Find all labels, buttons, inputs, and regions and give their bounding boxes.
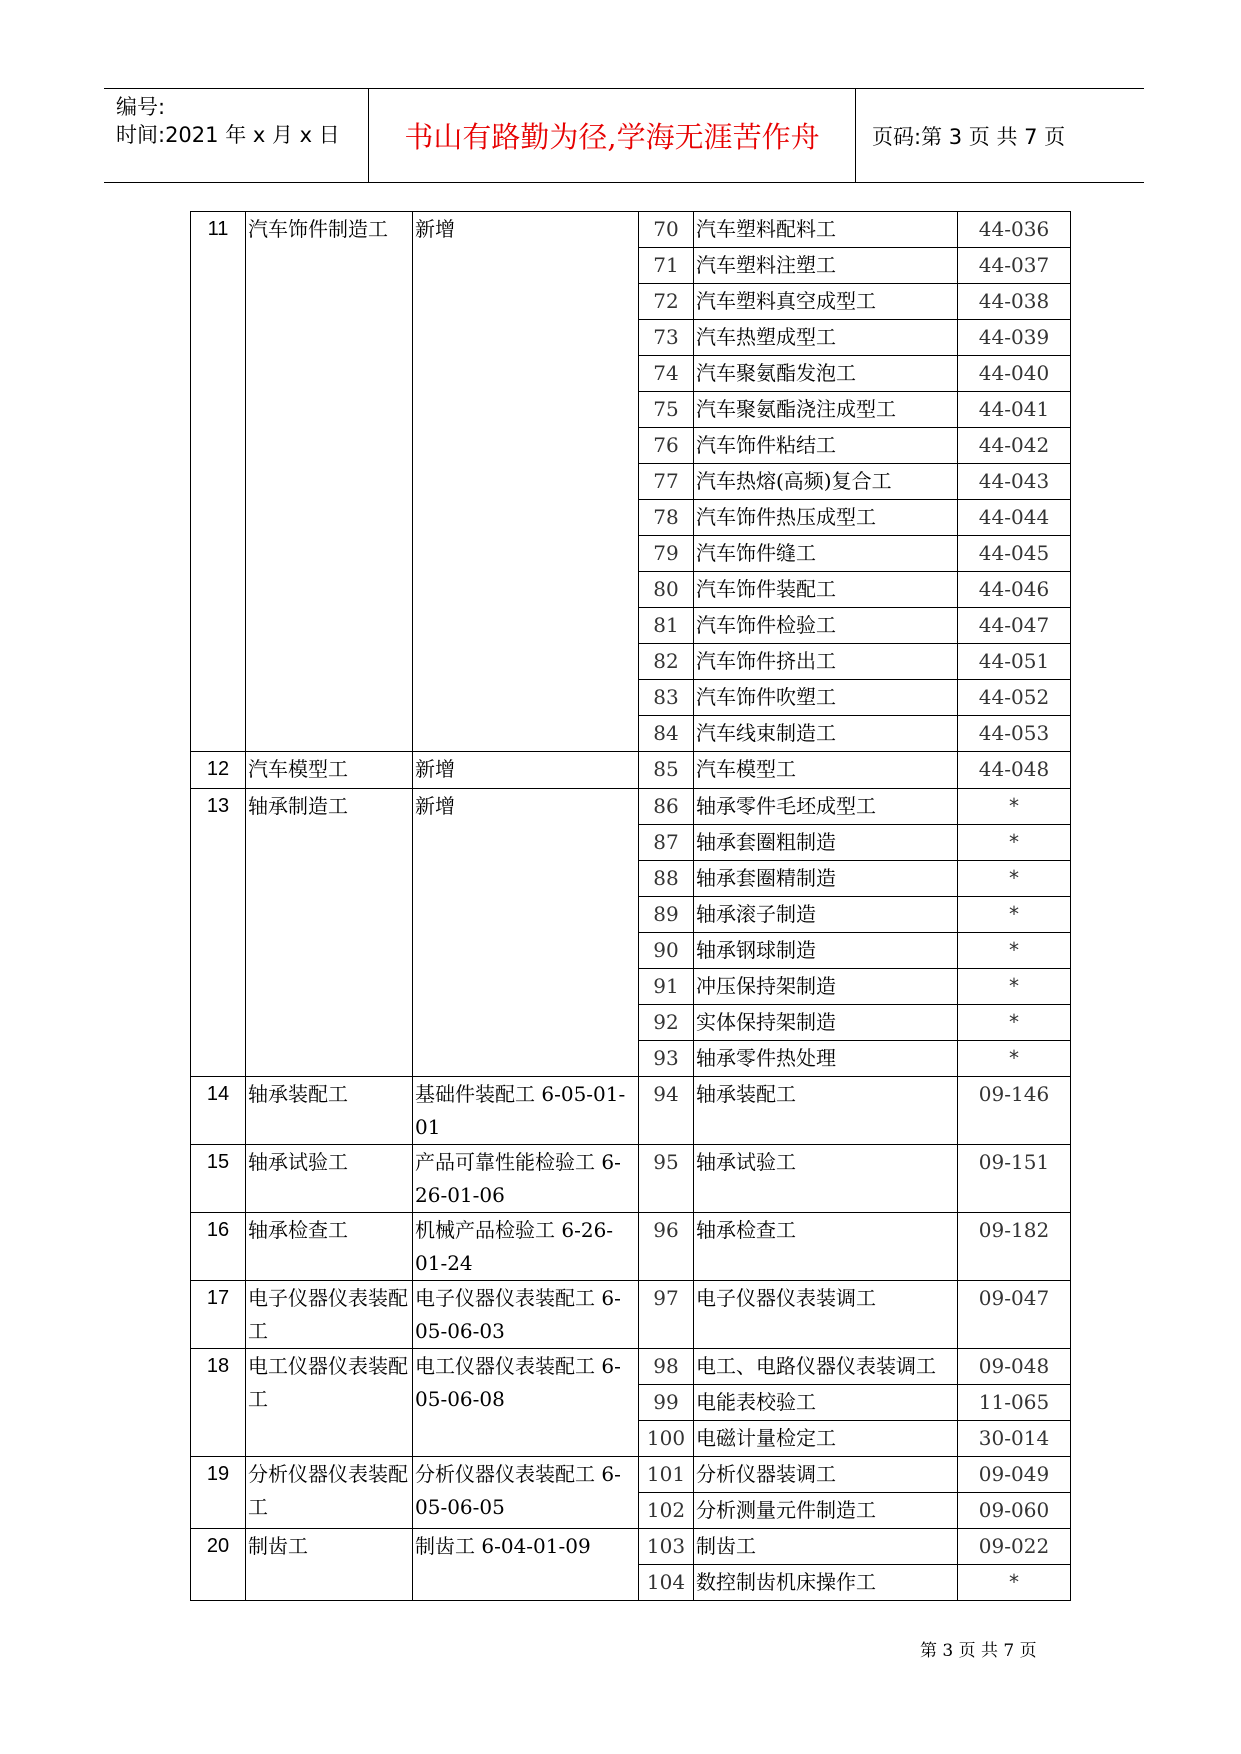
item-number: 92: [639, 1005, 694, 1041]
item-number: 79: [639, 536, 694, 572]
item-code: 44-052: [958, 680, 1071, 716]
item-name: 数控制齿机床操作工: [694, 1565, 958, 1601]
item-name: 汽车聚氨酯浇注成型工: [694, 392, 958, 428]
group-old-occupation: 新增: [413, 752, 639, 789]
item-number: 95: [639, 1145, 694, 1213]
group-index: 19: [191, 1457, 246, 1529]
item-code: *: [958, 861, 1071, 897]
table-row: [191, 1349, 1071, 1385]
item-code: 44-038: [958, 284, 1071, 320]
group-name: 轴承装配工: [246, 1077, 413, 1145]
item-number: 100: [639, 1421, 694, 1457]
table-row: [191, 1281, 1071, 1349]
item-code: 44-051: [958, 644, 1071, 680]
group-index: 20: [191, 1529, 246, 1601]
item-number: 87: [639, 825, 694, 861]
item-code: *: [958, 897, 1071, 933]
item-name: 轴承检查工: [694, 1213, 958, 1281]
table-row: [191, 212, 1071, 248]
table-row: [191, 789, 1071, 825]
item-number: 75: [639, 392, 694, 428]
group-name: 轴承试验工: [246, 1145, 413, 1213]
item-number: 84: [639, 716, 694, 752]
item-number: 104: [639, 1565, 694, 1601]
group-index: 14: [191, 1077, 246, 1145]
item-number: 98: [639, 1349, 694, 1385]
group-old-occupation: 新增: [413, 212, 639, 752]
table-row: [191, 1529, 1071, 1565]
serial-label: 编号:: [116, 95, 166, 119]
group-name: 电子仪器仪表装配工: [246, 1281, 413, 1349]
item-name: 汽车塑料注塑工: [694, 248, 958, 284]
group-old-occupation: 电子仪器仪表装配工 6-05-06-03: [413, 1281, 639, 1349]
item-name: 汽车热塑成型工: [694, 320, 958, 356]
item-code: 30-014: [958, 1421, 1071, 1457]
item-number: 88: [639, 861, 694, 897]
item-name: 轴承零件毛坯成型工: [694, 789, 958, 825]
item-number: 86: [639, 789, 694, 825]
item-code: 11-065: [958, 1385, 1071, 1421]
item-code: *: [958, 789, 1071, 825]
item-number: 101: [639, 1457, 694, 1493]
item-number: 93: [639, 1041, 694, 1077]
item-name: 电子仪器仪表装调工: [694, 1281, 958, 1349]
item-code: 44-047: [958, 608, 1071, 644]
item-number: 102: [639, 1493, 694, 1529]
table-row: [191, 1457, 1071, 1493]
item-number: 85: [639, 752, 694, 789]
item-number: 94: [639, 1077, 694, 1145]
table-row: [191, 1145, 1071, 1213]
item-number: 73: [639, 320, 694, 356]
item-code: 44-044: [958, 500, 1071, 536]
group-old-occupation: 制齿工 6-04-01-09: [413, 1529, 639, 1601]
item-number: 81: [639, 608, 694, 644]
item-number: 103: [639, 1529, 694, 1565]
item-code: 44-053: [958, 716, 1071, 752]
item-code: 09-022: [958, 1529, 1071, 1565]
item-number: 83: [639, 680, 694, 716]
item-name: 汽车饰件粘结工: [694, 428, 958, 464]
table-row: [191, 1213, 1071, 1281]
item-number: 74: [639, 356, 694, 392]
item-name: 电能表校验工: [694, 1385, 958, 1421]
item-code: *: [958, 1565, 1071, 1601]
group-name: 分析仪器仪表装配工: [246, 1457, 413, 1529]
item-number: 78: [639, 500, 694, 536]
item-number: 89: [639, 897, 694, 933]
group-old-occupation: 分析仪器仪表装配工 6-05-06-05: [413, 1457, 639, 1529]
item-code: *: [958, 933, 1071, 969]
occupation-table: [190, 211, 1071, 1601]
item-name: 汽车模型工: [694, 752, 958, 789]
item-name: 汽车饰件挤出工: [694, 644, 958, 680]
group-old-occupation: 基础件装配工 6-05-01-01: [413, 1077, 639, 1145]
group-name: 制齿工: [246, 1529, 413, 1601]
item-number: 97: [639, 1281, 694, 1349]
item-name: 轴承零件热处理: [694, 1041, 958, 1077]
item-name: 汽车热熔(高频)复合工: [694, 464, 958, 500]
item-code: 44-043: [958, 464, 1071, 500]
item-code: *: [958, 969, 1071, 1005]
group-name: 轴承检查工: [246, 1213, 413, 1281]
page-footer: 第 3 页 共 7 页: [920, 1641, 1037, 1661]
item-name: 轴承滚子制造: [694, 897, 958, 933]
item-number: 90: [639, 933, 694, 969]
item-name: 汽车线束制造工: [694, 716, 958, 752]
item-number: 91: [639, 969, 694, 1005]
table-row: [191, 1077, 1071, 1145]
item-code: *: [958, 825, 1071, 861]
item-code: 44-039: [958, 320, 1071, 356]
item-code: 09-151: [958, 1145, 1071, 1213]
item-code: 44-042: [958, 428, 1071, 464]
item-number: 76: [639, 428, 694, 464]
group-index: 13: [191, 789, 246, 1077]
item-code: 09-048: [958, 1349, 1071, 1385]
item-name: 轴承钢球制造: [694, 933, 958, 969]
group-name: 电工仪器仪表装配工: [246, 1349, 413, 1457]
item-name: 汽车塑料配料工: [694, 212, 958, 248]
item-name: 汽车饰件装配工: [694, 572, 958, 608]
item-name: 分析测量元件制造工: [694, 1493, 958, 1529]
item-name: 轴承套圈精制造: [694, 861, 958, 897]
item-code: *: [958, 1041, 1071, 1077]
item-name: 轴承装配工: [694, 1077, 958, 1145]
item-code: 09-047: [958, 1281, 1071, 1349]
item-name: 冲压保持架制造: [694, 969, 958, 1005]
item-name: 汽车饰件热压成型工: [694, 500, 958, 536]
group-index: 11: [191, 212, 246, 752]
item-code: 09-060: [958, 1493, 1071, 1529]
item-name: 汽车饰件吹塑工: [694, 680, 958, 716]
item-name: 汽车饰件缝工: [694, 536, 958, 572]
item-code: 09-182: [958, 1213, 1071, 1281]
group-index: 15: [191, 1145, 246, 1213]
item-number: 77: [639, 464, 694, 500]
motto: 书山有路勤为径,学海无涯苦作舟: [368, 89, 856, 182]
item-name: 汽车塑料真空成型工: [694, 284, 958, 320]
item-code: 44-041: [958, 392, 1071, 428]
item-code: 44-040: [958, 356, 1071, 392]
item-number: 96: [639, 1213, 694, 1281]
group-name: 汽车模型工: [246, 752, 413, 789]
item-number: 70: [639, 212, 694, 248]
group-name: 轴承制造工: [246, 789, 413, 1077]
item-code: 09-049: [958, 1457, 1071, 1493]
group-old-occupation: 机械产品检验工 6-26-01-24: [413, 1213, 639, 1281]
item-code: 44-048: [958, 752, 1071, 789]
item-number: 72: [639, 284, 694, 320]
item-number: 80: [639, 572, 694, 608]
item-name: 汽车饰件检验工: [694, 608, 958, 644]
group-index: 12: [191, 752, 246, 789]
item-name: 分析仪器装调工: [694, 1457, 958, 1493]
header-left: [116, 93, 340, 149]
group-old-occupation: 新增: [413, 789, 639, 1077]
item-name: 汽车聚氨酯发泡工: [694, 356, 958, 392]
item-code: 09-146: [958, 1077, 1071, 1145]
group-index: 17: [191, 1281, 246, 1349]
item-number: 71: [639, 248, 694, 284]
item-name: 实体保持架制造: [694, 1005, 958, 1041]
header-page-info: 页码:第 3 页 共 7 页: [872, 124, 1066, 149]
group-old-occupation: 电工仪器仪表装配工 6-05-06-08: [413, 1349, 639, 1457]
item-code: 44-036: [958, 212, 1071, 248]
table-row: [191, 752, 1071, 789]
group-index: 18: [191, 1349, 246, 1457]
item-code: *: [958, 1005, 1071, 1041]
item-code: 44-045: [958, 536, 1071, 572]
item-code: 44-037: [958, 248, 1071, 284]
page-header: [104, 88, 1144, 183]
item-name: 电磁计量检定工: [694, 1421, 958, 1457]
group-index: 16: [191, 1213, 246, 1281]
item-number: 82: [639, 644, 694, 680]
item-code: 44-046: [958, 572, 1071, 608]
group-old-occupation: 产品可靠性能检验工 6-26-01-06: [413, 1145, 639, 1213]
time-label: 时间:2021 年 x 月 x 日: [116, 123, 340, 147]
item-name: 轴承套圈粗制造: [694, 825, 958, 861]
group-name: 汽车饰件制造工: [246, 212, 413, 752]
item-number: 99: [639, 1385, 694, 1421]
item-name: 制齿工: [694, 1529, 958, 1565]
item-name: 电工、电路仪器仪表装调工: [694, 1349, 958, 1385]
item-name: 轴承试验工: [694, 1145, 958, 1213]
